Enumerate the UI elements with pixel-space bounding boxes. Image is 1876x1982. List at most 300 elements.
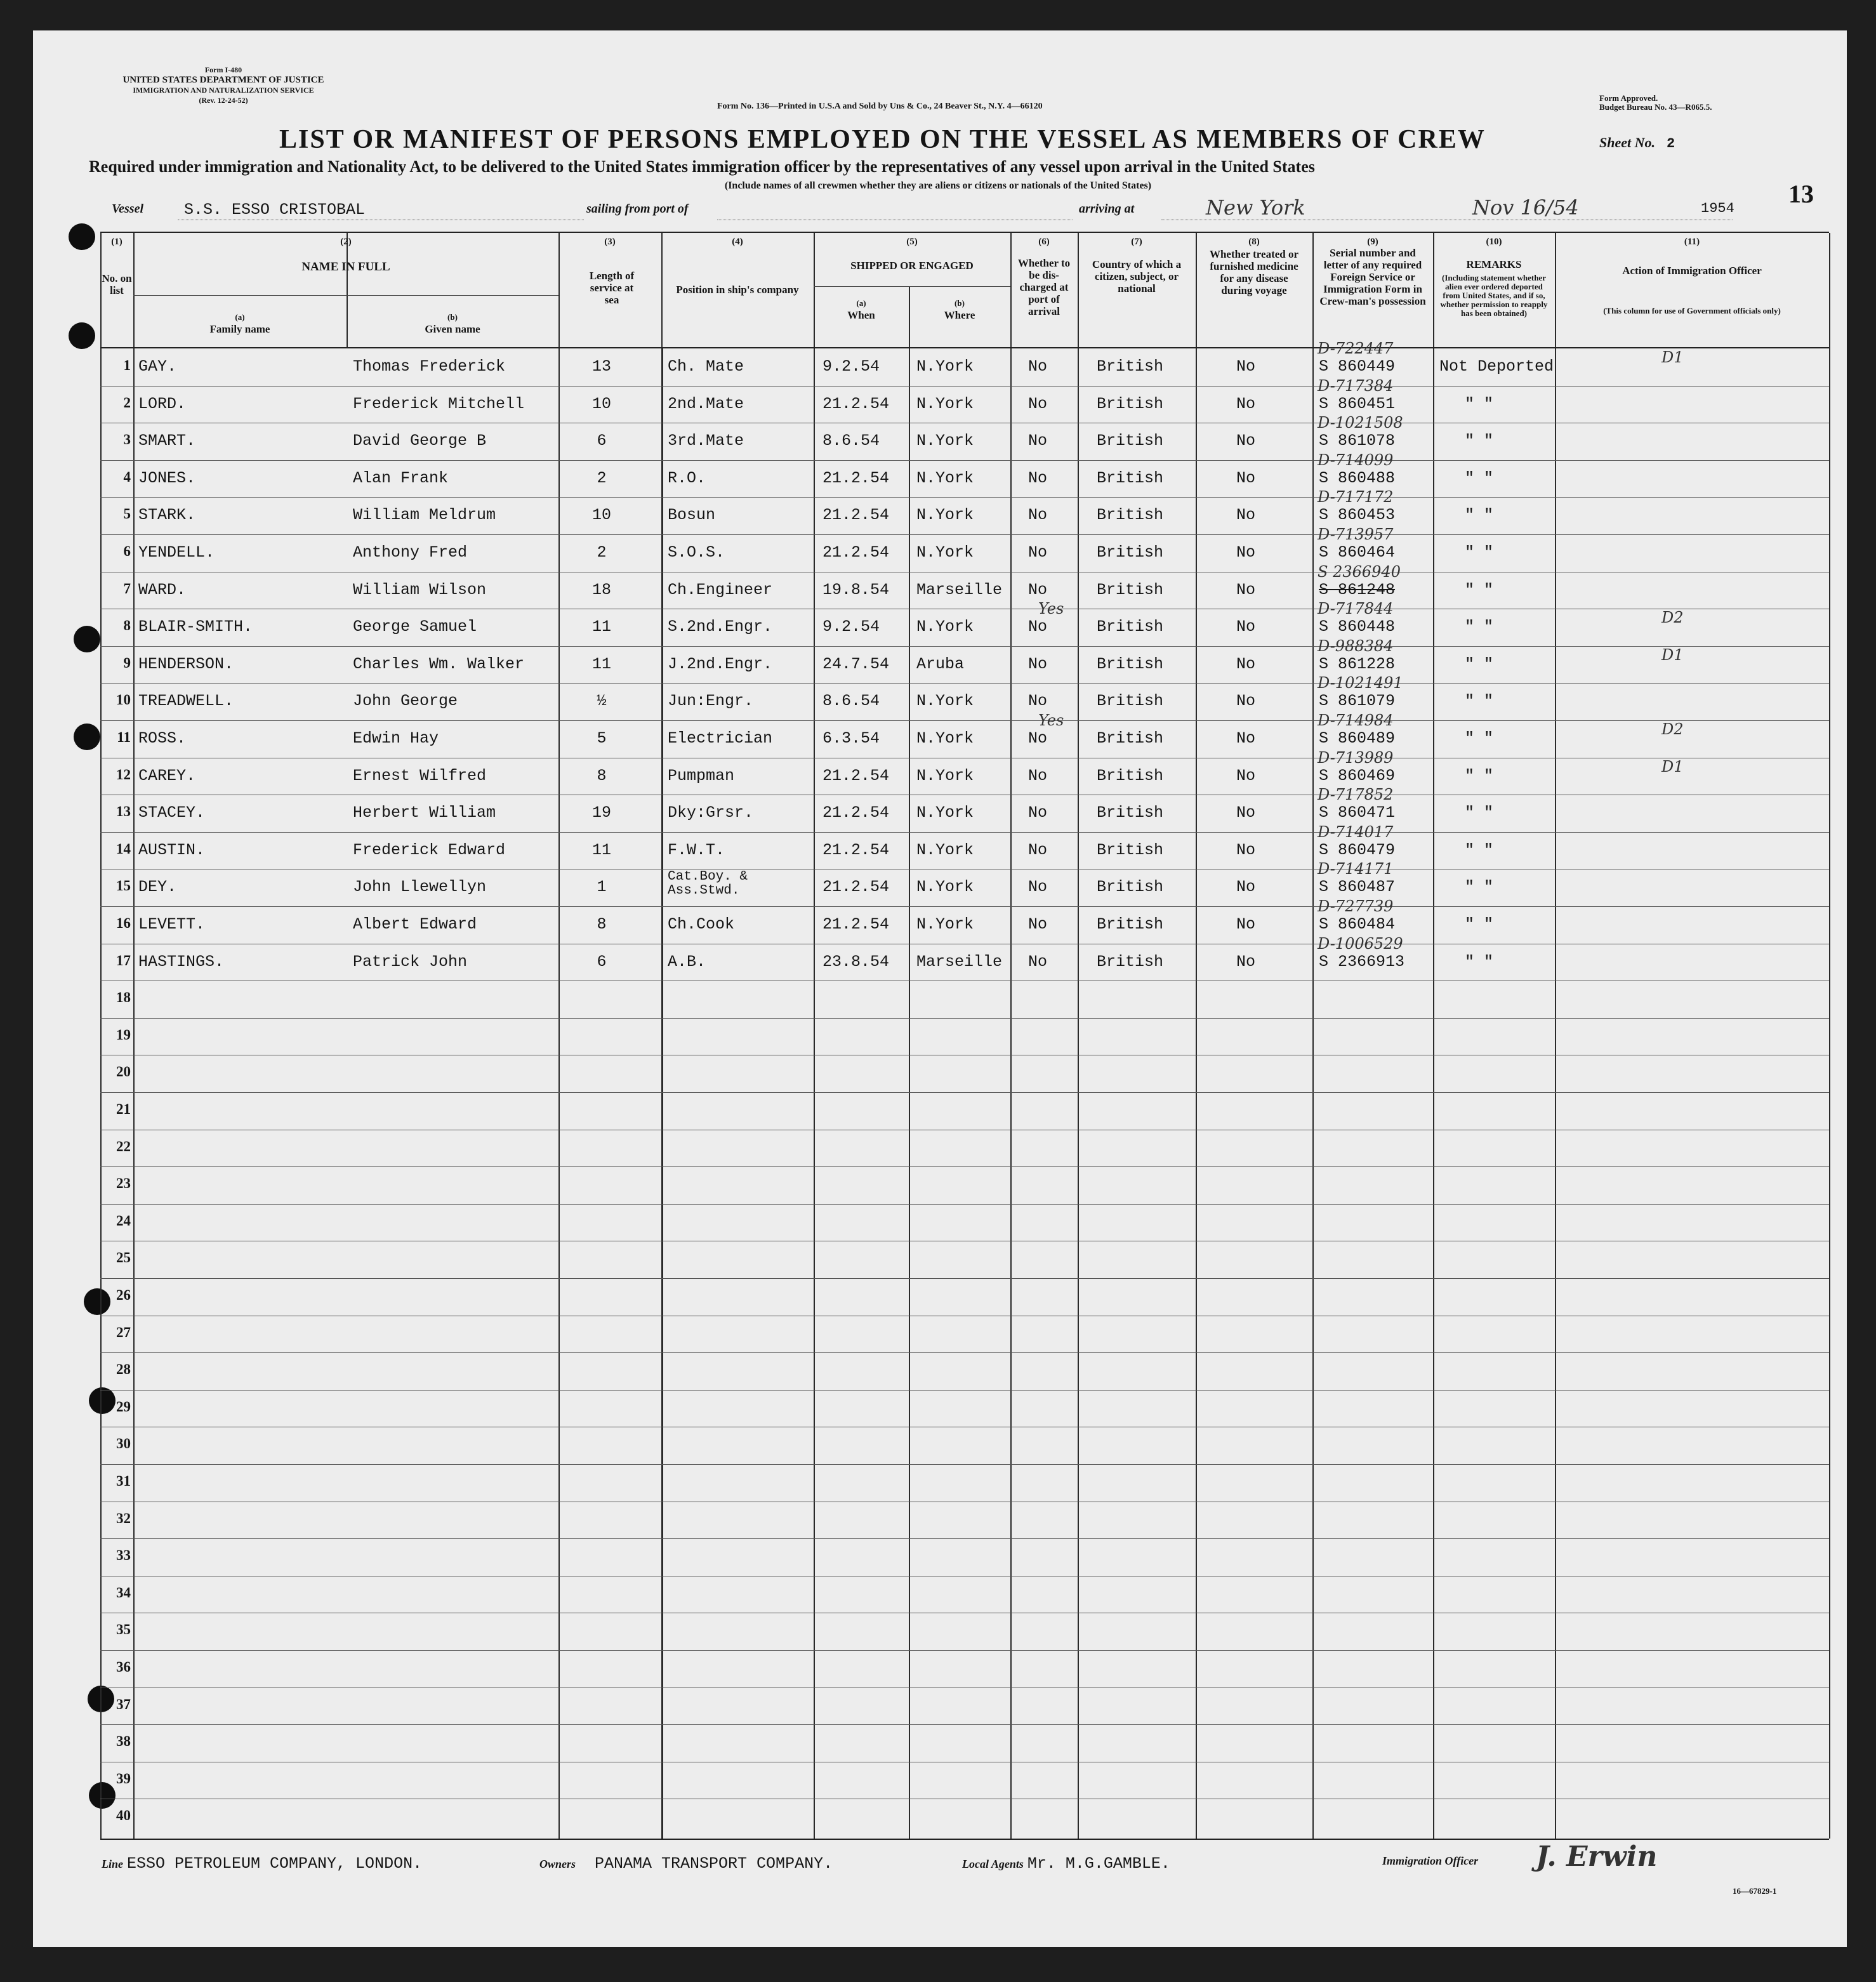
crew-number: 1 xyxy=(123,357,131,373)
handwritten-d-number: D-717384 xyxy=(1318,376,1394,395)
family-name: JONES. xyxy=(138,468,196,487)
line-label: Line xyxy=(102,1858,123,1870)
col-shipped-or-engaged: SHIPPED OR ENGAGED xyxy=(850,260,974,272)
empty-row xyxy=(100,1095,1829,1132)
crew-number: 3 xyxy=(123,432,131,448)
punch-hole-icon xyxy=(69,322,95,349)
sailing-label: sailing from port of xyxy=(586,202,689,216)
row-number: 22 xyxy=(116,1138,131,1154)
shipped-where: N.York xyxy=(916,618,974,637)
serial-number: S 861228 xyxy=(1319,654,1396,673)
empty-row xyxy=(100,1764,1829,1801)
family-name: SMART. xyxy=(138,432,196,451)
table-row xyxy=(100,897,1829,946)
service-length: 1 xyxy=(597,878,607,897)
shipped-when: 9.2.54 xyxy=(822,618,880,637)
serial-number: S 2366913 xyxy=(1319,952,1405,971)
discharged: No xyxy=(1028,580,1048,599)
col2-number: (2) xyxy=(340,237,352,247)
medicine: No xyxy=(1236,766,1256,785)
row-number: 33 xyxy=(116,1547,131,1564)
page-number: 13 xyxy=(1788,180,1814,208)
family-name: WARD. xyxy=(138,580,187,599)
printer-line: Form No. 136—Printed in U.S.A and Sold by Uns & Co., 24 Beaver St., N.Y. 4—66120 xyxy=(717,102,1043,111)
col-position: Position in ship's company xyxy=(676,284,799,296)
handwritten-d-number: D-727739 xyxy=(1318,897,1394,915)
position: S.2nd.Engr. xyxy=(668,618,773,637)
row-number: 24 xyxy=(116,1212,131,1229)
table-row xyxy=(100,562,1829,611)
col11-number: (11) xyxy=(1684,237,1700,247)
family-name: STARK. xyxy=(138,506,196,525)
remarks: " " xyxy=(1465,803,1494,823)
handwritten-d-number: D-988384 xyxy=(1318,637,1394,655)
subtitle: Required under immigration and Nationality Act, to be delivered to the United States immigration officer by the representatives of any vessel upon arrival in the United States xyxy=(89,157,1315,176)
medicine: No xyxy=(1236,468,1256,487)
country: British xyxy=(1097,840,1164,859)
discharged: No xyxy=(1028,618,1048,637)
handwritten-d-number: D-1021491 xyxy=(1318,674,1403,692)
table-row xyxy=(100,823,1829,871)
shipped-where: N.York xyxy=(916,729,974,748)
col-given-name: Given name xyxy=(425,323,480,335)
crew-number: 17 xyxy=(116,952,131,968)
discharged: No xyxy=(1028,915,1048,934)
serial-number: S 861079 xyxy=(1319,692,1396,711)
empty-row xyxy=(100,1243,1829,1280)
punch-hole-icon xyxy=(74,626,100,652)
service-length: 6 xyxy=(597,952,607,971)
medicine: No xyxy=(1236,915,1256,934)
medicine: No xyxy=(1236,692,1256,711)
vessel-value: S.S. ESSO CRISTOBAL xyxy=(184,201,366,219)
remarks: " " xyxy=(1465,766,1494,785)
shipped-when: 21.2.54 xyxy=(822,394,890,413)
sheet-label: Sheet No. xyxy=(1599,135,1655,150)
family-name: AUSTIN. xyxy=(138,840,206,859)
given-name: William Meldrum xyxy=(353,506,496,525)
col1-number: (1) xyxy=(111,237,122,247)
position: Electrician xyxy=(668,729,773,748)
crew-number: 13 xyxy=(116,803,131,820)
include-note: (Include names of all crewmen whether they are aliens or citizens or nationals of the United States) xyxy=(724,180,1152,191)
position: 2nd.Mate xyxy=(668,394,744,413)
remarks: " " xyxy=(1465,580,1494,599)
revision-date: (Rev. 12-24-52) xyxy=(199,96,248,105)
serial-number: S 860479 xyxy=(1319,840,1396,859)
crew-number: 5 xyxy=(123,506,131,522)
handwritten-d-number: D-713957 xyxy=(1318,525,1394,543)
handwritten-d-number: D-717172 xyxy=(1318,488,1394,506)
empty-row xyxy=(100,1615,1829,1652)
remarks: " " xyxy=(1465,915,1494,934)
col-discharged: Whether to be dis-charged at port of arrival xyxy=(1017,257,1071,317)
position: Jun:Engr. xyxy=(668,692,754,711)
empty-row xyxy=(100,1653,1829,1689)
discharged: No xyxy=(1028,952,1048,971)
remarks: " " xyxy=(1465,729,1494,748)
family-name: HENDERSON. xyxy=(138,654,234,673)
family-name: GAY. xyxy=(138,357,177,376)
row-number: 31 xyxy=(116,1473,131,1489)
serial-number: S 861248 xyxy=(1319,580,1396,599)
empty-row xyxy=(100,1318,1829,1355)
row-number: 39 xyxy=(116,1770,131,1787)
family-name: YENDELL. xyxy=(138,543,215,562)
family-name: LORD. xyxy=(138,394,187,413)
discharged: No xyxy=(1028,357,1048,376)
empty-row xyxy=(100,1132,1829,1169)
family-name: BLAIR-SMITH. xyxy=(138,618,253,637)
agents-label: Local Agents xyxy=(962,1858,1024,1870)
serial-number: S 860451 xyxy=(1319,394,1396,413)
service-length: 5 xyxy=(597,729,607,748)
empty-row xyxy=(100,1021,1829,1057)
given-name: Frederick Edward xyxy=(353,840,506,859)
country: British xyxy=(1097,692,1164,711)
position: Pumpman xyxy=(668,766,735,785)
country: British xyxy=(1097,394,1164,413)
vessel-label: Vessel xyxy=(112,202,143,216)
country: British xyxy=(1097,580,1164,599)
handwritten-d-number: D-1006529 xyxy=(1318,934,1403,953)
handwritten-d-number: D-713989 xyxy=(1318,748,1394,767)
table-row xyxy=(100,451,1829,499)
officer-signature: J. Erwin xyxy=(1536,1840,1658,1873)
shipped-where: Marseille xyxy=(916,952,1003,971)
discharged: No xyxy=(1028,432,1048,451)
given-name: John George xyxy=(353,692,458,711)
country: British xyxy=(1097,618,1164,637)
service-length: 2 xyxy=(597,468,607,487)
shipped-where: N.York xyxy=(916,506,974,525)
shipped-where: N.York xyxy=(916,878,974,897)
discharged: No xyxy=(1028,692,1048,711)
discharged: No xyxy=(1028,803,1048,823)
country: British xyxy=(1097,506,1164,525)
family-name: LEVETT. xyxy=(138,915,206,934)
shipped-when: 21.2.54 xyxy=(822,543,890,562)
agents-field xyxy=(962,1854,1170,1873)
country: British xyxy=(1097,468,1164,487)
discharged: No xyxy=(1028,766,1048,785)
discharged: No xyxy=(1028,506,1048,525)
officer-label: Immigration Officer xyxy=(1382,1854,1479,1867)
officer-action-mark: D1 xyxy=(1661,348,1684,366)
service-length: 11 xyxy=(591,840,611,859)
row-number: 35 xyxy=(116,1622,131,1638)
empty-row xyxy=(100,1504,1829,1541)
form-code: 16—67829-1 xyxy=(1733,1886,1777,1896)
serial-number: S 860449 xyxy=(1319,357,1396,376)
empty-row xyxy=(100,1578,1829,1615)
service-length: 8 xyxy=(597,766,607,785)
row-number: 20 xyxy=(116,1064,131,1080)
country: British xyxy=(1097,878,1164,897)
handwritten-d-number: D-1021508 xyxy=(1318,414,1403,432)
col3-number: (3) xyxy=(604,237,616,247)
form-number: Form I-480 xyxy=(204,65,242,74)
service-name: IMMIGRATION AND NATURALIZATION SERVICE xyxy=(133,86,314,95)
col-no-on-list: No. on list xyxy=(102,272,132,296)
empty-row xyxy=(100,1429,1829,1466)
position: J.2nd.Engr. xyxy=(668,654,773,673)
service-length: 13 xyxy=(591,357,611,376)
given-name: Alan Frank xyxy=(353,468,449,487)
crew-number: 10 xyxy=(116,692,131,708)
handwritten-d-number: D-722447 xyxy=(1318,340,1394,357)
row-number: 34 xyxy=(116,1584,131,1601)
row-number: 37 xyxy=(116,1696,131,1712)
table-row xyxy=(100,637,1829,685)
officer-action-mark: D2 xyxy=(1661,720,1684,738)
position: F.W.T. xyxy=(668,840,725,859)
handwritten-d-number: D-714984 xyxy=(1318,711,1394,729)
table-row xyxy=(100,525,1829,574)
budget-bureau-line: Budget Bureau No. 43—R065.5. xyxy=(1599,102,1712,112)
position: A.B. xyxy=(668,952,706,971)
table-row xyxy=(100,860,1829,908)
service-length: 18 xyxy=(591,580,611,599)
serial-number: S 860484 xyxy=(1319,915,1396,934)
position: Dky:Grsr. xyxy=(668,803,754,823)
given-name: Frederick Mitchell xyxy=(353,394,525,413)
shipped-when: 21.2.54 xyxy=(822,506,890,525)
given-name: Edwin Hay xyxy=(353,729,439,748)
empty-row xyxy=(100,1169,1829,1206)
position: Cat.Boy. & Ass.Stwd. xyxy=(668,869,748,899)
medicine: No xyxy=(1236,357,1256,376)
empty-row xyxy=(100,1727,1829,1764)
serial-number: S 860471 xyxy=(1319,803,1396,823)
medicine: No xyxy=(1236,432,1256,451)
position: Ch.Engineer xyxy=(668,580,773,599)
medicine: No xyxy=(1236,878,1256,897)
handwritten-d-number: D-714099 xyxy=(1318,451,1394,469)
row-number: 21 xyxy=(116,1101,131,1117)
table-row xyxy=(100,748,1829,797)
discharged: No xyxy=(1028,729,1048,748)
given-name: Anthony Fred xyxy=(353,543,468,562)
service-length: 19 xyxy=(591,803,611,823)
given-name: John Llewellyn xyxy=(353,878,487,897)
col-country: Country of which a citizen, subject, or national xyxy=(1092,258,1182,294)
remarks: " " xyxy=(1465,654,1494,673)
discharged-correction: Yes xyxy=(1038,600,1064,618)
service-length: ½ xyxy=(597,692,607,711)
serial-number: S 860489 xyxy=(1319,729,1396,748)
approval-block xyxy=(1599,94,1712,112)
empty-row xyxy=(100,1057,1829,1094)
given-name: William Wilson xyxy=(353,580,487,599)
col-where: Where xyxy=(944,309,975,321)
shipped-when: 21.2.54 xyxy=(822,766,890,785)
remarks: " " xyxy=(1465,618,1494,637)
remarks: " " xyxy=(1465,840,1494,859)
col2b-number: (b) xyxy=(447,312,458,322)
empty-row xyxy=(100,1206,1829,1243)
crew-number: 16 xyxy=(116,915,131,931)
row-number: 25 xyxy=(116,1250,131,1266)
empty-row xyxy=(100,1392,1829,1429)
department-name: UNITED STATES DEPARTMENT OF JUSTICE xyxy=(122,75,324,85)
empty-row xyxy=(100,1690,1829,1727)
given-name: Patrick John xyxy=(353,952,468,971)
table-row xyxy=(100,934,1829,983)
medicine: No xyxy=(1236,618,1256,637)
shipped-when: 6.3.54 xyxy=(822,729,880,748)
row-number: 26 xyxy=(116,1287,131,1303)
row-number: 29 xyxy=(116,1398,131,1415)
sheet-number xyxy=(1599,135,1675,152)
table-row xyxy=(100,711,1829,760)
crew-number: 11 xyxy=(117,729,131,745)
service-length: 11 xyxy=(591,654,611,673)
service-length: 11 xyxy=(591,618,611,637)
country: British xyxy=(1097,952,1164,971)
shipped-where: N.York xyxy=(916,803,974,823)
col-action-note: (This column for use of Government officials only) xyxy=(1603,306,1781,315)
shipped-where: N.York xyxy=(916,394,974,413)
row-number: 27 xyxy=(116,1324,131,1340)
col5b-number: (b) xyxy=(955,298,965,308)
crew-number: 12 xyxy=(116,766,131,783)
given-name: Charles Wm. Walker xyxy=(353,654,525,673)
service-length: 8 xyxy=(597,915,607,934)
empty-row xyxy=(100,1281,1829,1318)
empty-row xyxy=(100,983,1829,1020)
remarks: " " xyxy=(1465,692,1494,711)
country: British xyxy=(1097,543,1164,562)
agents-value: Mr. M.G.GAMBLE. xyxy=(1027,1854,1170,1873)
country: British xyxy=(1097,915,1164,934)
row-number: 32 xyxy=(116,1510,131,1526)
owners-label: Owners xyxy=(539,1858,576,1870)
position: S.O.S. xyxy=(668,543,725,562)
serial-number: S 860488 xyxy=(1319,468,1396,487)
service-length: 10 xyxy=(591,506,611,525)
shipped-when: 21.2.54 xyxy=(822,803,890,823)
owners-field xyxy=(539,1854,833,1873)
empty-row xyxy=(100,1467,1829,1503)
col7-number: (7) xyxy=(1131,237,1142,247)
country: British xyxy=(1097,803,1164,823)
country: British xyxy=(1097,729,1164,748)
remarks: " " xyxy=(1465,506,1494,525)
handwritten-d-number: D-714017 xyxy=(1318,823,1394,841)
medicine: No xyxy=(1236,840,1256,859)
col2a-number: (a) xyxy=(235,312,245,322)
country: British xyxy=(1097,654,1164,673)
empty-row xyxy=(100,1801,1829,1838)
col-when: When xyxy=(847,309,875,321)
given-name: Thomas Frederick xyxy=(353,357,506,376)
officer-action-mark: D1 xyxy=(1661,757,1684,776)
col4-number: (4) xyxy=(732,237,743,247)
medicine: No xyxy=(1236,952,1256,971)
empty-row xyxy=(100,1355,1829,1392)
position: Bosun xyxy=(668,506,716,525)
shipped-when: 9.2.54 xyxy=(822,357,880,376)
remarks: " " xyxy=(1465,543,1494,562)
shipped-where: N.York xyxy=(916,432,974,451)
position: Ch.Cook xyxy=(668,915,735,934)
shipped-where: N.York xyxy=(916,468,974,487)
shipped-where: N.York xyxy=(916,692,974,711)
table-row xyxy=(100,674,1829,722)
empty-row xyxy=(100,1541,1829,1578)
handwritten-d-number: D-717844 xyxy=(1318,600,1394,618)
given-name: George Samuel xyxy=(353,618,477,637)
table-row xyxy=(100,786,1829,834)
family-name: ROSS. xyxy=(138,729,187,748)
remarks: " " xyxy=(1465,952,1494,971)
remarks: Not Deported xyxy=(1439,357,1554,376)
family-name: HASTINGS. xyxy=(138,952,225,971)
row-number: 36 xyxy=(116,1659,131,1675)
officer-field xyxy=(1382,1854,1478,1868)
row-number: 38 xyxy=(116,1733,131,1750)
col10-number: (10) xyxy=(1486,237,1502,247)
approval-line: Form Approved. xyxy=(1599,93,1658,103)
family-name: CAREY. xyxy=(138,766,196,785)
discharged: No xyxy=(1028,878,1048,897)
shipped-when: 21.2.54 xyxy=(822,878,890,897)
row-number: 19 xyxy=(116,1026,131,1043)
family-name: STACEY. xyxy=(138,803,206,823)
remarks: " " xyxy=(1465,878,1494,897)
medicine: No xyxy=(1236,394,1256,413)
service-length: 10 xyxy=(591,394,611,413)
crew-number: 15 xyxy=(116,878,131,894)
family-name: DEY. xyxy=(138,878,177,897)
table-row xyxy=(100,376,1829,425)
serial-number: S 860487 xyxy=(1319,878,1396,897)
officer-action-mark: D2 xyxy=(1661,609,1684,627)
discharged: No xyxy=(1028,840,1048,859)
shipped-where: Marseille xyxy=(916,580,1003,599)
row-number: 23 xyxy=(116,1175,131,1192)
col5a-number: (a) xyxy=(856,298,866,308)
shipped-when: 24.7.54 xyxy=(822,654,890,673)
punch-hole-icon xyxy=(74,723,100,750)
crew-number: 14 xyxy=(116,840,131,857)
remarks: " " xyxy=(1465,432,1494,451)
shipped-when: 21.2.54 xyxy=(822,840,890,859)
arriving-label: arriving at xyxy=(1079,202,1135,216)
row-number: 40 xyxy=(116,1807,131,1824)
col8-number: (8) xyxy=(1248,237,1260,247)
remarks: " " xyxy=(1465,468,1494,487)
shipped-when: 19.8.54 xyxy=(822,580,890,599)
medicine: No xyxy=(1236,729,1256,748)
shipped-when: 8.6.54 xyxy=(822,692,880,711)
shipped-where: Aruba xyxy=(916,654,965,673)
col-remarks: REMARKS xyxy=(1466,258,1522,270)
col-family-name: Family name xyxy=(209,323,270,335)
crew-number: 9 xyxy=(123,654,131,671)
row-number: 18 xyxy=(116,989,131,1006)
given-name: David George B xyxy=(353,432,487,451)
arrival-date: Nov 16/54 xyxy=(1472,195,1579,220)
crew-number: 4 xyxy=(123,468,131,485)
crew-number: 8 xyxy=(123,618,131,634)
shipped-where: N.York xyxy=(916,915,974,934)
col5-number: (5) xyxy=(906,237,918,247)
shipped-when: 23.8.54 xyxy=(822,952,890,971)
row-number: 28 xyxy=(116,1361,131,1378)
medicine: No xyxy=(1236,580,1256,599)
